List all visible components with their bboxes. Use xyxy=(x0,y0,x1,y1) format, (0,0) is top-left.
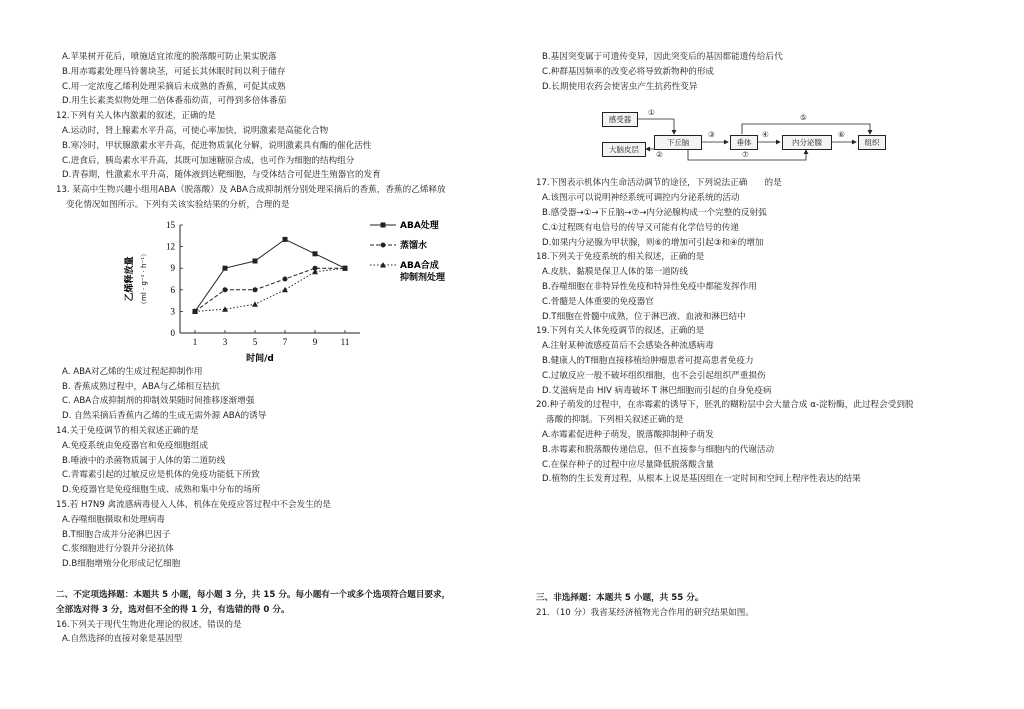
data-point xyxy=(223,265,228,270)
option-line: C.用一定浓度乙烯利处理采摘后未成熟的香蕉，可促其成熟 xyxy=(62,81,286,92)
option-line: A.吞噬细胞摄取和处理病毒 xyxy=(62,514,165,525)
question-line: 20.种子萌发的过程中，在赤霉素的诱导下，胚乳的糊粉层中会大量合成 α-淀粉酶，此过程会受到脱 xyxy=(536,400,914,411)
legend-label: 抑制剂处理 xyxy=(400,272,446,283)
y-tick-label: 12 xyxy=(166,241,175,252)
num-6: ⑥ xyxy=(838,130,845,140)
x-axis-label: 时间/d xyxy=(246,353,274,363)
option-line: B.健康人的T细胞直接移植给肿瘤患者可提高患者免疫力 xyxy=(542,355,754,366)
y-tick-label: 15 xyxy=(166,219,175,230)
option-line: D.青春期，性激素水平升高，随体液到达靶细胞，与受体结合可促进生殖器官的发育 xyxy=(62,170,381,181)
x-tick-label: 9 xyxy=(312,336,318,347)
legend-marker xyxy=(381,242,386,247)
right-bottom-lines xyxy=(536,176,976,487)
right-column xyxy=(536,50,976,621)
option-line: C.骨髓是人体重要的免疫器官 xyxy=(542,296,654,307)
option-line: A. ABA对乙烯的生成过程起抑制作用 xyxy=(62,366,203,377)
option-line: A.皮肤、黏膜是保卫人体的第一道防线 xyxy=(542,267,688,278)
data-point xyxy=(223,287,228,292)
y-axis-unit: （ml · g⁻¹ · h⁻¹） xyxy=(140,249,148,308)
option-line: B. 香蕉成熟过程中，ABA与乙烯相互拮抗 xyxy=(62,381,220,392)
box-cerebral-cortex: 大脑皮层 xyxy=(602,142,646,157)
option-line: B.唾液中的杀菌物质属于人体的第二道防线 xyxy=(62,455,226,466)
option-line: C.①过程既有电信号的传导又可能有化学信号的传递 xyxy=(542,222,739,233)
right-top-lines xyxy=(536,50,976,94)
x-tick-label: 3 xyxy=(222,336,228,347)
left-top-lines xyxy=(56,50,496,213)
num-2: ② xyxy=(656,150,663,160)
section2-title-cont: 全部选对得 3 分，选对但不全的得 1 分，有选错的得 0 分。 xyxy=(56,604,290,615)
box-receptor: 感受器 xyxy=(602,112,638,127)
left-bottom-lines xyxy=(56,365,496,572)
num-7: ⑦ xyxy=(742,150,749,160)
option-line: D.免疫器官是免疫细胞生成、成熟和集中分布的场所 xyxy=(62,485,261,496)
num-1: ① xyxy=(648,108,655,118)
left-column xyxy=(56,50,496,647)
question-21: 21．（10 分）我省某经济植物光合作用的研究结果如图。 xyxy=(536,607,754,618)
box-hypothalamus: 下丘脑 xyxy=(654,135,702,150)
question-line: 13. 某高中生物兴趣小组用ABA（脱落酸）及 ABA合成抑制剂分别处理采摘后的香蕉，香蕉的乙烯释放 xyxy=(56,185,446,196)
option-line: A.苹果树开花后，喷施适宜浓度的脱落酸可防止果实脱落 xyxy=(62,52,277,62)
series-line-2 xyxy=(195,268,345,311)
option-line: C.过敏反应一般不破坏组织细胞，也不会引起组织严重损伤 xyxy=(542,370,766,381)
series-line-1 xyxy=(195,239,345,311)
x-tick-label: 11 xyxy=(340,336,350,347)
option-line: A.赤霉素促进种子萌发，脱落酸抑制种子萌发 xyxy=(542,429,714,440)
data-point xyxy=(283,276,288,281)
x-tick-label: 7 xyxy=(282,336,288,347)
question-line: 落酸的抑制。下列相关叙述正确的是 xyxy=(546,415,684,426)
legend-label: ABA合成 xyxy=(400,260,439,271)
series-line-3 xyxy=(195,268,345,311)
option-line: D.艾滋病是由 HIV 病毒破坏 T 淋巴细胞而引起的自身免疫病 xyxy=(542,385,772,396)
option-line: B.赤霉素和脱落酸传递信息，但不直接参与细胞内的代谢活动 xyxy=(542,444,775,455)
data-point xyxy=(252,301,258,307)
option-line: A.注射某种流感疫苗后不会感染各种流感病毒 xyxy=(542,341,714,352)
option-line: C.在保存种子的过程中应尽量降低脱落酸含量 xyxy=(542,459,715,470)
y-axis-label: 乙烯释放量 xyxy=(125,256,135,302)
option-line: D.植物的生长发育过程，从根本上说是基因组在一定时间和空间上程序性表达的结果 xyxy=(542,474,861,485)
option-line: B.感受器→①→下丘脑→⑦→内分泌腺构成一个完整的反射弧 xyxy=(542,207,767,218)
chart-svg xyxy=(112,215,452,363)
box-endocrine-gland: 内分泌腺 xyxy=(782,135,832,150)
option-line: A.运动时，肾上腺素水平升高，可使心率加快，说明激素是高能化合物 xyxy=(62,125,329,136)
option-line: B.寒冷时，甲状腺激素水平升高，促进物质氧化分解，说明激素具有酶的催化活性 xyxy=(62,140,372,151)
question-line: 18.下列关于免疫系统的相关叙述，正确的是 xyxy=(536,252,705,263)
data-point xyxy=(253,287,258,292)
option-line: A.该图示可以说明神经系统可调控内分泌系统的活动 xyxy=(542,193,740,204)
option-line: C.青霉素引起的过敏反应是机体的免疫功能低下所致 xyxy=(62,470,260,481)
data-point xyxy=(283,237,288,242)
y-tick-label: 9 xyxy=(170,262,175,273)
y-tick-label: 3 xyxy=(170,306,175,317)
option-line: D.B细胞增殖分化形成记忆细胞 xyxy=(62,559,181,570)
option-line: C.进食后，胰岛素水平升高，其既可加速糖原合成，也可作为细胞的结构组分 xyxy=(62,155,355,166)
box-pituitary: 垂体 xyxy=(730,135,758,150)
question-16: 16.下列关于现代生物进化理论的叙述，错误的是 xyxy=(56,619,242,630)
data-point xyxy=(282,287,288,293)
legend-label: 蒸馏水 xyxy=(400,240,428,251)
num-5: ⑤ xyxy=(800,113,807,123)
legend-label: ABA处理 xyxy=(400,220,439,231)
option-line: B.用赤霉素处理马铃薯块茎，可延长其休眠时间以利于储存 xyxy=(62,66,286,77)
regulation-diagram xyxy=(602,104,922,164)
num-4: ④ xyxy=(762,130,769,140)
data-point xyxy=(253,258,258,263)
question-line: 12.下列有关人体内激素的叙述，正确的是 xyxy=(56,111,216,122)
y-tick-label: 6 xyxy=(170,284,175,295)
section2-title: 二、不定项选择题：本题共 5 小题，每小题 3 分，共 15 分。每小题有一个或多个选项符合题目要求， xyxy=(56,589,451,600)
num-3: ③ xyxy=(708,130,715,140)
option-line: C.种群基因频率的改变必将导致新物种的形成 xyxy=(542,66,715,77)
data-point xyxy=(313,251,318,256)
option-line: A.免疫系统由免疫器官和免疫细胞组成 xyxy=(62,440,208,451)
option-line: D.T细胞在骨髓中成熟，位于淋巴液、血液和淋巴结中 xyxy=(542,311,746,322)
option-line: D. 自然采摘后香蕉内乙烯的生成无需外源 ABA的诱导 xyxy=(62,411,267,422)
question-line: 变化情况如图所示。下列有关该实验结果的分析，合理的是 xyxy=(66,199,290,210)
option-line: D.用生长素类似物处理二倍体番茄幼苗，可得到多倍体番茄 xyxy=(62,96,287,107)
question-16-option-a: A.自然选择的直接对象是基因型 xyxy=(62,634,183,645)
option-line: C. ABA合成抑制剂的抑制效果随时间推移逐渐增强 xyxy=(62,396,255,407)
question-line: 17.下图表示机体内生命活动调节的途径，下列说法正确 的是 xyxy=(536,178,782,189)
question-line: 19.下列有关人体免疫调节的叙述，正确的是 xyxy=(536,326,705,337)
y-tick-label: 0 xyxy=(170,327,175,338)
question-line: 14.关于免疫调节的相关叙述正确的是 xyxy=(56,425,199,436)
ethylene-chart xyxy=(112,215,452,363)
box-tissue: 组织 xyxy=(858,135,886,150)
option-line: D.长期使用农药会使害虫产生抗药性变异 xyxy=(542,81,698,92)
section3-title: 三、非选择题：本题共 5 小题，共 55 分。 xyxy=(536,593,704,604)
option-line: D.如果内分泌腺为甲状腺，则⑥的增加可引起③和④的增加 xyxy=(542,237,764,248)
option-line: B.T细胞合成并分泌淋巴因子 xyxy=(62,529,171,540)
x-tick-label: 1 xyxy=(192,336,198,347)
legend-marker xyxy=(381,222,386,227)
question-line: 15.若 H7N9 禽流感病毒侵入人体，机体在免疫应答过程中不会发生的是 xyxy=(56,499,331,510)
option-line: B.吞噬细胞在非特异性免疫和特异性免疫中都能发挥作用 xyxy=(542,281,757,292)
option-line: B.基因突变属于可遗传变异，因此突变后的基因都能遗传给后代 xyxy=(542,52,783,62)
x-tick-label: 5 xyxy=(252,336,258,347)
option-line: C.浆细胞进行分裂并分泌抗体 xyxy=(62,544,174,555)
